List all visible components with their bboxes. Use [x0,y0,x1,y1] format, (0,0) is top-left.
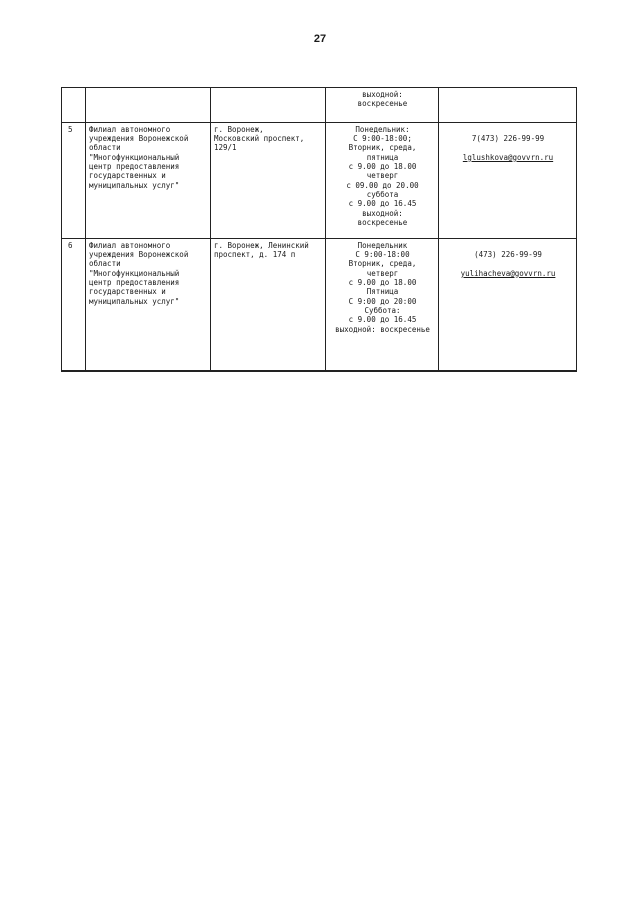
table-row [62,88,577,123]
branch-name [86,88,211,123]
branch-address: г. Воронеж, Ленинский проспект, д. 174 п [211,238,326,371]
row-number: 5 [62,122,86,238]
table-row [62,238,577,371]
row-number [62,88,86,123]
branch-name: Филиал автономного учреждения Воронежской области "Многофункциональный центр предоставления государственных и муниципальных услуг" [86,238,211,371]
working-hours: Понедельник С 9:00-18:00 Вторник, среда, четверг с 9.00 до 18.00 Пятница С 9:00 до 20:00 Суббота: с 9.00 до 16.45 выходной: воскресенье [326,238,439,371]
contact-cell [439,238,577,371]
working-hours: выходной: воскресенье [326,88,439,123]
email-link[interactable]: yulihacheva@govvrn.ru [460,268,556,278]
working-hours: Понедельник: С 9:00-18:00; Вторник, среда, пятница с 9.00 до 18.00 четверг с 09.00 до 20.00 суббота с 9.00 до 16.45 выходной: воскресенье [326,122,439,238]
contact-cell [439,122,577,238]
page-number: 27 [313,33,327,45]
row-number: 6 [62,238,86,371]
branch-name: Филиал автономного учреждения Воронежской области "Многофункциональный центр предоставления государственных и муниципальных услуг" [86,122,211,238]
branches-table [61,87,577,372]
phone: 7(473) 226-99-99 [471,134,545,144]
email-link[interactable]: lglushkova@govvrn.ru [462,152,554,162]
table-row [62,122,577,238]
contact-cell [439,88,577,123]
phone: (473) 226-99-99 [474,250,542,260]
branch-address: г. Воронеж, Московский проспект, 129/1 [211,122,326,238]
branch-address [211,88,326,123]
